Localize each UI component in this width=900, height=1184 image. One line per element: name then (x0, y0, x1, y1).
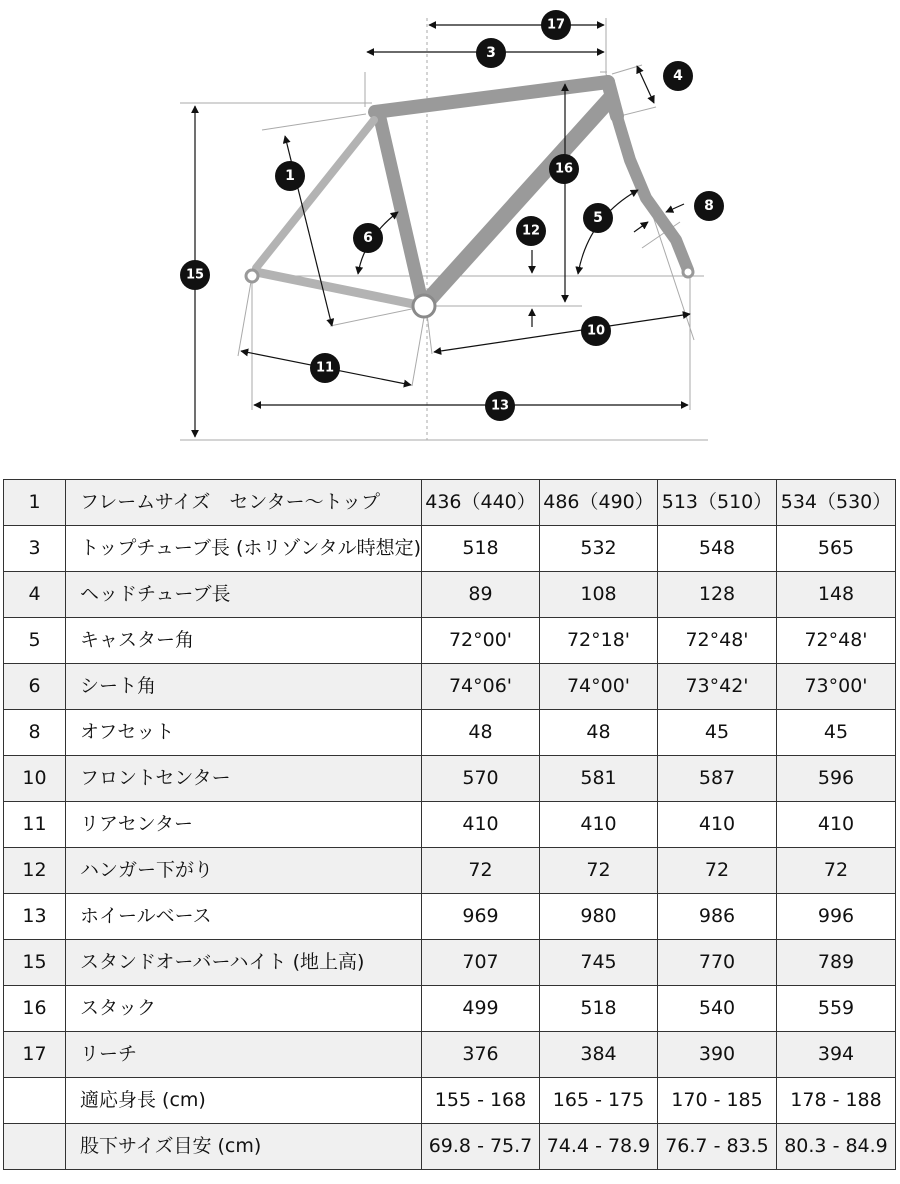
size-value-1: 436（440） (422, 480, 540, 526)
row-number: 12 (4, 848, 66, 894)
size-value-3: 390 (658, 1032, 777, 1078)
size-value-1: 570 (422, 756, 540, 802)
badge-1-label: 1 (285, 168, 295, 184)
table-row (4, 848, 896, 894)
table-row (4, 1032, 896, 1078)
row-number: 11 (4, 802, 66, 848)
row-label: ヘッドチューブ長 (66, 572, 422, 618)
size-value-1: 518 (422, 526, 540, 572)
size-value-1: 48 (422, 710, 540, 756)
size-value-4: 534（530） (777, 480, 896, 526)
row-number (4, 1078, 66, 1124)
bicycle-frame (246, 82, 693, 317)
size-value-1: 72°00' (422, 618, 540, 664)
size-value-2: 384 (540, 1032, 658, 1078)
size-value-1: 89 (422, 572, 540, 618)
row-number: 8 (4, 710, 66, 756)
size-value-3: 587 (658, 756, 777, 802)
size-value-4: 789 (777, 940, 896, 986)
row-label: スタンドオーバーハイト (地上高) (66, 940, 422, 986)
row-number: 10 (4, 756, 66, 802)
row-number: 5 (4, 618, 66, 664)
row-label: 適応身長 (cm) (66, 1078, 422, 1124)
badge-12-label: 12 (521, 223, 541, 239)
table-row (4, 1124, 896, 1170)
size-value-3: 548 (658, 526, 777, 572)
table-row (4, 572, 896, 618)
size-value-1: 74°06' (422, 664, 540, 710)
table-row (4, 940, 896, 986)
row-number: 4 (4, 572, 66, 618)
badge-8-label: 8 (704, 198, 714, 214)
dimension-badges (180, 10, 724, 421)
row-label: シート角 (66, 664, 422, 710)
row-number: 17 (4, 1032, 66, 1078)
badge-11-label: 11 (315, 360, 335, 376)
size-value-2: 410 (540, 802, 658, 848)
row-label: ハンガー下がり (66, 848, 422, 894)
size-value-1: 499 (422, 986, 540, 1032)
size-value-3: 128 (658, 572, 777, 618)
size-value-1: 376 (422, 1032, 540, 1078)
size-value-2: 581 (540, 756, 658, 802)
size-value-2: 72 (540, 848, 658, 894)
size-value-2: 980 (540, 894, 658, 940)
size-value-3: 76.7 - 83.5 (658, 1124, 777, 1170)
badge-10-label: 10 (586, 323, 606, 339)
size-value-4: 72°48' (777, 618, 896, 664)
row-label: 股下サイズ目安 (cm) (66, 1124, 422, 1170)
table-row (4, 664, 896, 710)
row-label: トップチューブ長 (ホリゾンタル時想定) (66, 526, 422, 572)
size-value-4: 996 (777, 894, 896, 940)
size-value-4: 80.3 - 84.9 (777, 1124, 896, 1170)
size-value-3: 72 (658, 848, 777, 894)
badge-5-label: 5 (593, 210, 603, 226)
table-row (4, 480, 896, 526)
size-value-2: 48 (540, 710, 658, 756)
row-number: 15 (4, 940, 66, 986)
size-value-4: 178 - 188 (777, 1078, 896, 1124)
row-number: 1 (4, 480, 66, 526)
size-value-4: 565 (777, 526, 896, 572)
row-number: 13 (4, 894, 66, 940)
badge-17-label: 17 (546, 17, 566, 33)
size-value-3: 170 - 185 (658, 1078, 777, 1124)
size-value-1: 410 (422, 802, 540, 848)
geometry-table-body (4, 480, 896, 1170)
badge-6-label: 6 (363, 230, 373, 246)
size-value-2: 518 (540, 986, 658, 1032)
row-label: リアセンター (66, 802, 422, 848)
frame-geometry-diagram (0, 0, 900, 460)
row-label: リーチ (66, 1032, 422, 1078)
size-value-2: 74.4 - 78.9 (540, 1124, 658, 1170)
row-label: スタック (66, 986, 422, 1032)
table-row (4, 986, 896, 1032)
geometry-table (3, 479, 896, 1170)
size-value-4: 45 (777, 710, 896, 756)
table-row (4, 526, 896, 572)
table-row (4, 710, 896, 756)
size-value-3: 986 (658, 894, 777, 940)
badge-3-label: 3 (486, 45, 496, 61)
size-value-2: 74°00' (540, 664, 658, 710)
size-value-2: 745 (540, 940, 658, 986)
badge-16-label: 16 (554, 161, 574, 177)
size-value-3: 73°42' (658, 664, 777, 710)
badge-13-label: 13 (490, 398, 510, 414)
size-value-4: 394 (777, 1032, 896, 1078)
size-value-1: 155 - 168 (422, 1078, 540, 1124)
table-row (4, 894, 896, 940)
size-value-1: 969 (422, 894, 540, 940)
row-label: フレームサイズ センター〜トップ (66, 480, 422, 526)
row-label: キャスター角 (66, 618, 422, 664)
size-value-4: 148 (777, 572, 896, 618)
size-value-1: 69.8 - 75.7 (422, 1124, 540, 1170)
size-value-4: 72 (777, 848, 896, 894)
size-value-3: 45 (658, 710, 777, 756)
row-number (4, 1124, 66, 1170)
table-row (4, 1078, 896, 1124)
size-value-2: 72°18' (540, 618, 658, 664)
size-value-3: 72°48' (658, 618, 777, 664)
size-value-1: 72 (422, 848, 540, 894)
size-value-3: 410 (658, 802, 777, 848)
row-label: オフセット (66, 710, 422, 756)
size-value-2: 532 (540, 526, 658, 572)
size-value-4: 73°00' (777, 664, 896, 710)
table-row (4, 802, 896, 848)
row-number: 3 (4, 526, 66, 572)
size-value-2: 486（490） (540, 480, 658, 526)
row-label: ホイールベース (66, 894, 422, 940)
size-value-4: 410 (777, 802, 896, 848)
reference-lines (180, 18, 708, 440)
badge-15-label: 15 (185, 267, 205, 283)
size-value-3: 770 (658, 940, 777, 986)
table-row (4, 756, 896, 802)
size-value-3: 513（510） (658, 480, 777, 526)
size-value-4: 596 (777, 756, 896, 802)
row-number: 16 (4, 986, 66, 1032)
size-value-1: 707 (422, 940, 540, 986)
row-label: フロントセンター (66, 756, 422, 802)
row-number: 6 (4, 664, 66, 710)
badge-4-label: 4 (673, 68, 683, 84)
size-value-4: 559 (777, 986, 896, 1032)
size-value-2: 165 - 175 (540, 1078, 658, 1124)
size-value-2: 108 (540, 572, 658, 618)
table-row (4, 618, 896, 664)
size-value-3: 540 (658, 986, 777, 1032)
